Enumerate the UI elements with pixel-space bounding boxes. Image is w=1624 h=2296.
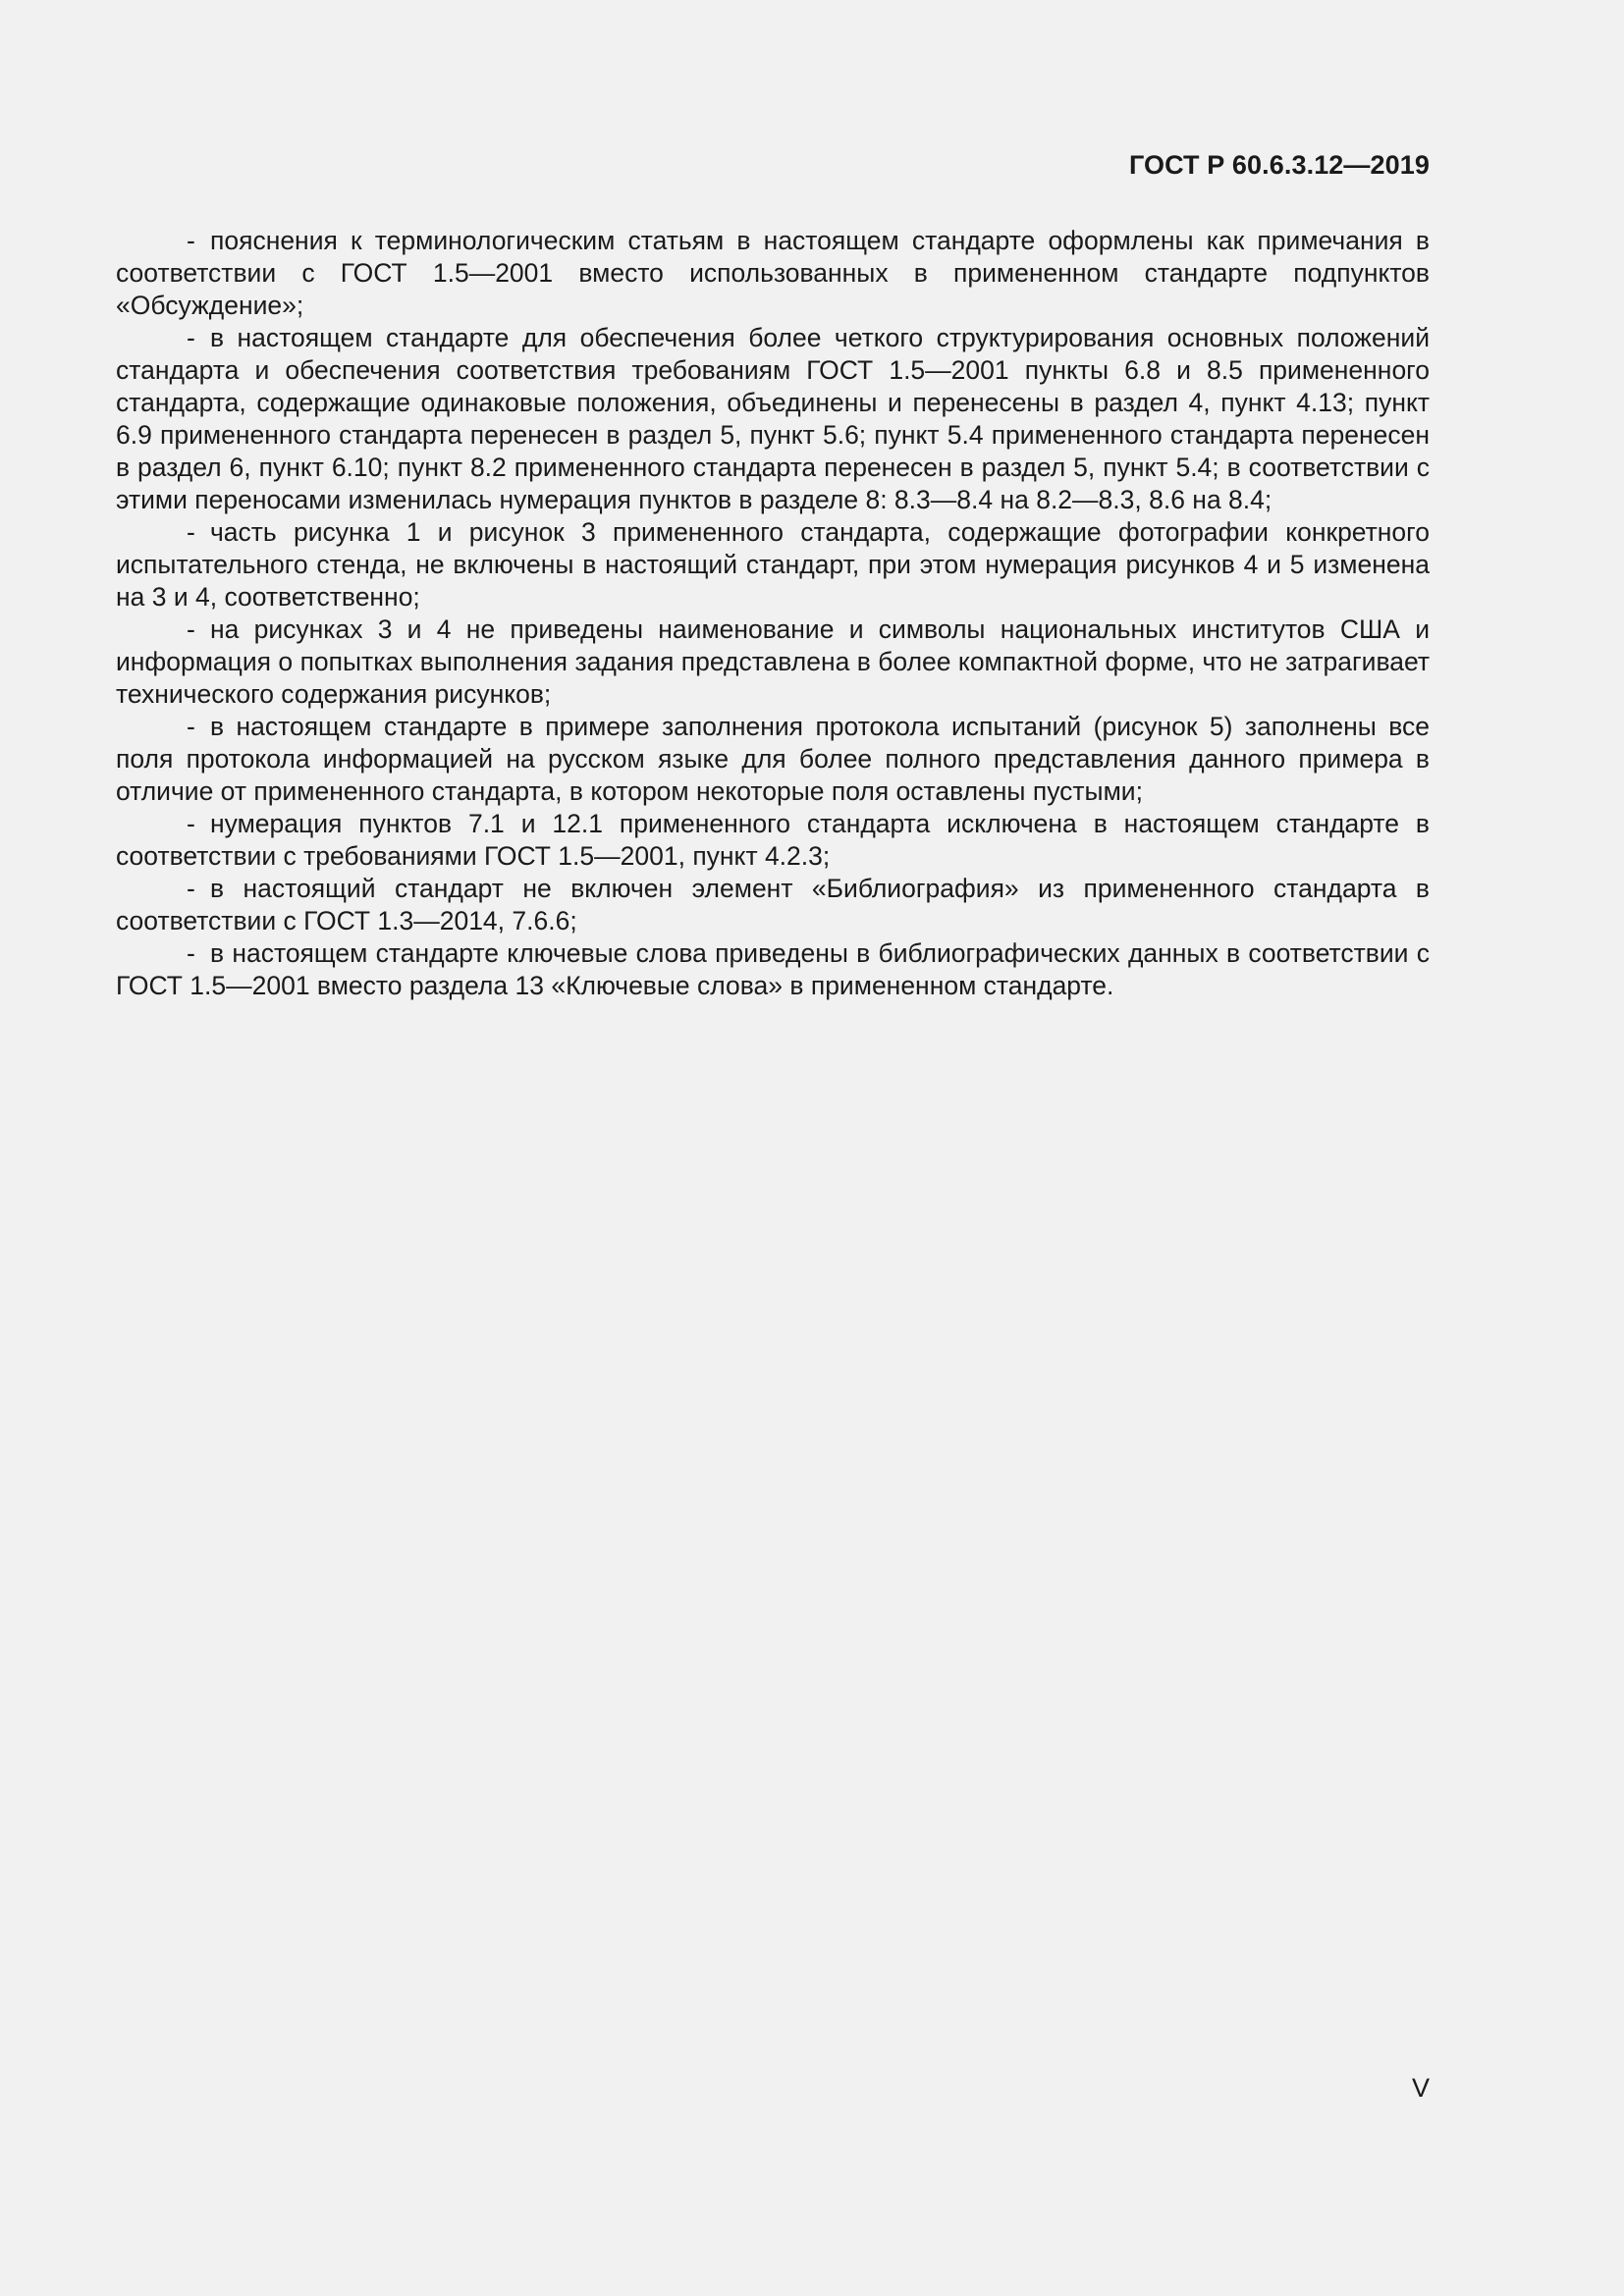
list-item [116, 873, 1430, 937]
list-dash: - [187, 938, 195, 968]
list-item-text: в настоящий стандарт не включен элемент «Библиография» из примененного стандарта в соответствии с ГОСТ 1.3—2014, 7.6.6; [116, 874, 1430, 935]
document-body [116, 225, 1430, 1002]
list-item-text: пояснения к терминологическим статьям в настоящем стандарте оформлены как примечания в соответствии с ГОСТ 1.5—2001 вместо использованных в примененном стандарте подпунктов «Обсуждение»; [116, 226, 1430, 320]
list-item-text: в настоящем стандарте в примере заполнения протокола испытаний (рисунок 5) заполнены все поля протокола информацией на русском языке для более полного представления данного примера в отличие от примененного стандарта, в котором некоторые поля оставлены пустыми; [116, 712, 1430, 806]
list-item [116, 225, 1430, 322]
list-dash: - [187, 809, 195, 838]
list-item-text: на рисунках 3 и 4 не приведены наименование и символы национальных институтов США и информация о попытках выполнения задания представлена в более компактной форме, что не затрагивает технического содержания рисунков; [116, 614, 1430, 709]
list-dash: - [187, 614, 195, 644]
list-item [116, 711, 1430, 808]
list-dash: - [187, 874, 195, 903]
list-item-text: в настоящем стандарте для обеспечения более четкого структурирования основных положений стандарта и обеспечения соответствия требованиям ГОСТ 1.5—2001 пункты 6.8 и 8.5 примененного стандарта, содержащие одинаковые положения, объединены и перенесены в раздел 4, пункт 4.13; пункт 6.9 примененного стандарта перенесен в раздел 5, пункт 5.6; пункт 5.4 примененного стандарта перенесен в раздел 6, пункт 6.10; пункт 8.2 примененного стандарта перенесен в раздел 5, пункт 5.4; в соответствии с этими переносами изменилась нумерация пунктов в разделе 8: 8.3—8.4 на 8.2—8.3, 8.6 на 8.4; [116, 323, 1430, 514]
page-number: V [1411, 2073, 1430, 2103]
list-dash: - [187, 323, 195, 352]
list-item-text: нумерация пунктов 7.1 и 12.1 примененного стандарта исключена в настоящем стандарте в соответствии с требованиями ГОСТ 1.5—2001, пункт 4.2.3; [116, 809, 1430, 871]
list-item [116, 937, 1430, 1002]
list-item [116, 808, 1430, 873]
list-item [116, 516, 1430, 614]
list-item-text: часть рисунка 1 и рисунок 3 примененного стандарта, содержащие фотографии конкретного испытательного стенда, не включены в настоящий стандарт, при этом нумерация рисунков 4 и 5 изменена на 3 и 4, соответственно; [116, 517, 1430, 612]
list-item [116, 614, 1430, 711]
list-dash: - [187, 712, 195, 741]
document-code-header: ГОСТ Р 60.6.3.12—2019 [1128, 150, 1430, 180]
list-item [116, 322, 1430, 516]
list-dash: - [187, 517, 195, 547]
list-item-text: в настоящем стандарте ключевые слова приведены в библиографических данных в соответствии с ГОСТ 1.5—2001 вместо раздела 13 «Ключевые слова» в примененном стандарте. [116, 938, 1430, 1000]
list-dash: - [187, 226, 195, 255]
